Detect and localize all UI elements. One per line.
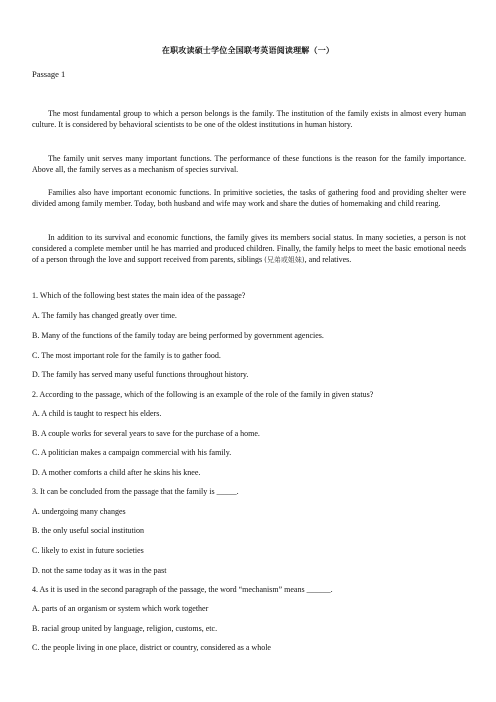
question-1-stem: 1. Which of the following best states the main idea of the passage?: [32, 291, 246, 300]
question-1-option-a: A. The family has changed greatly over time.: [32, 311, 177, 320]
question-4-option-c: C. the people living in one place, district or country, considered as a whole: [32, 643, 271, 652]
question-1-option-c: C. The most important role for the family is to gather food.: [32, 351, 221, 360]
question-3-option-a: A. undergoing many changes: [32, 507, 126, 516]
question-3-option-d: D. not the same today as it was in the past: [32, 566, 167, 575]
question-3-option-b: B. the only useful social institution: [32, 526, 144, 535]
paragraph-4-text: In addition to its survival and economic functions, the family gives its members social status. In many societies, a person is not considered a complete member until he has married and produced children. Finally, the family helps to meet the basic emotional needs of a person through the love and support received from parents, siblings: [32, 233, 466, 265]
paragraph-3: Families also have important economic functions. In primitive societies, the tasks of gathering food and providing shelter were divided among family member. Today, both husband and wife may work and share the duties of homemaking and child rearing.: [32, 188, 466, 209]
question-3-stem: 3. It can be concluded from the passage that the family is _____.: [32, 487, 239, 496]
question-1-option-d: D. The family has served many useful functions throughout history.: [32, 370, 249, 379]
question-4-stem: 4. As it is used in the second paragraph of the passage, the word “mechanism” means ______.: [32, 585, 333, 594]
paragraph-4: [32, 232, 466, 267]
question-2-option-b: B. A couple works for several years to save for the purchase of a home.: [32, 429, 260, 438]
question-2-option-d: D. A mother comforts a child after he skins his knee.: [32, 468, 201, 477]
paragraph-4-end: , and relatives.: [304, 255, 352, 265]
paragraph-1: The most fundamental group to which a person belongs is the family. The institution of the family exists in almost every human culture. It is considered by behavioral scientists to be one of the oldest institutions in human history.: [32, 109, 466, 130]
question-2-stem: 2. According to the passage, which of the following is an example of the role of the family in given status?: [32, 390, 374, 399]
question-3-option-c: C. likely to exist in future societies: [32, 546, 144, 555]
passage-label: Passage 1: [32, 69, 66, 79]
paragraph-2: The family unit serves many important functions. The performance of these functions is the reason for the family importance. Above all, the family serves as a mechanism of species survival.: [32, 154, 466, 175]
question-2-option-c: C. A politician makes a campaign commercial with his family.: [32, 448, 232, 457]
page-title: 在职攻读硕士学位全国联考英语阅读理解（一）: [161, 46, 335, 55]
paragraph-4-gloss: (兄弟或姐妹): [264, 256, 305, 265]
question-1-option-b: B. Many of the functions of the family today are being performed by government agencies.: [32, 331, 324, 340]
question-4-option-b: B. racial group united by language, religion, customs, etc.: [32, 624, 218, 633]
question-2-option-a: A. A child is taught to respect his elders.: [32, 409, 162, 418]
question-4-option-a: A. parts of an organism or system which work together: [32, 604, 209, 613]
